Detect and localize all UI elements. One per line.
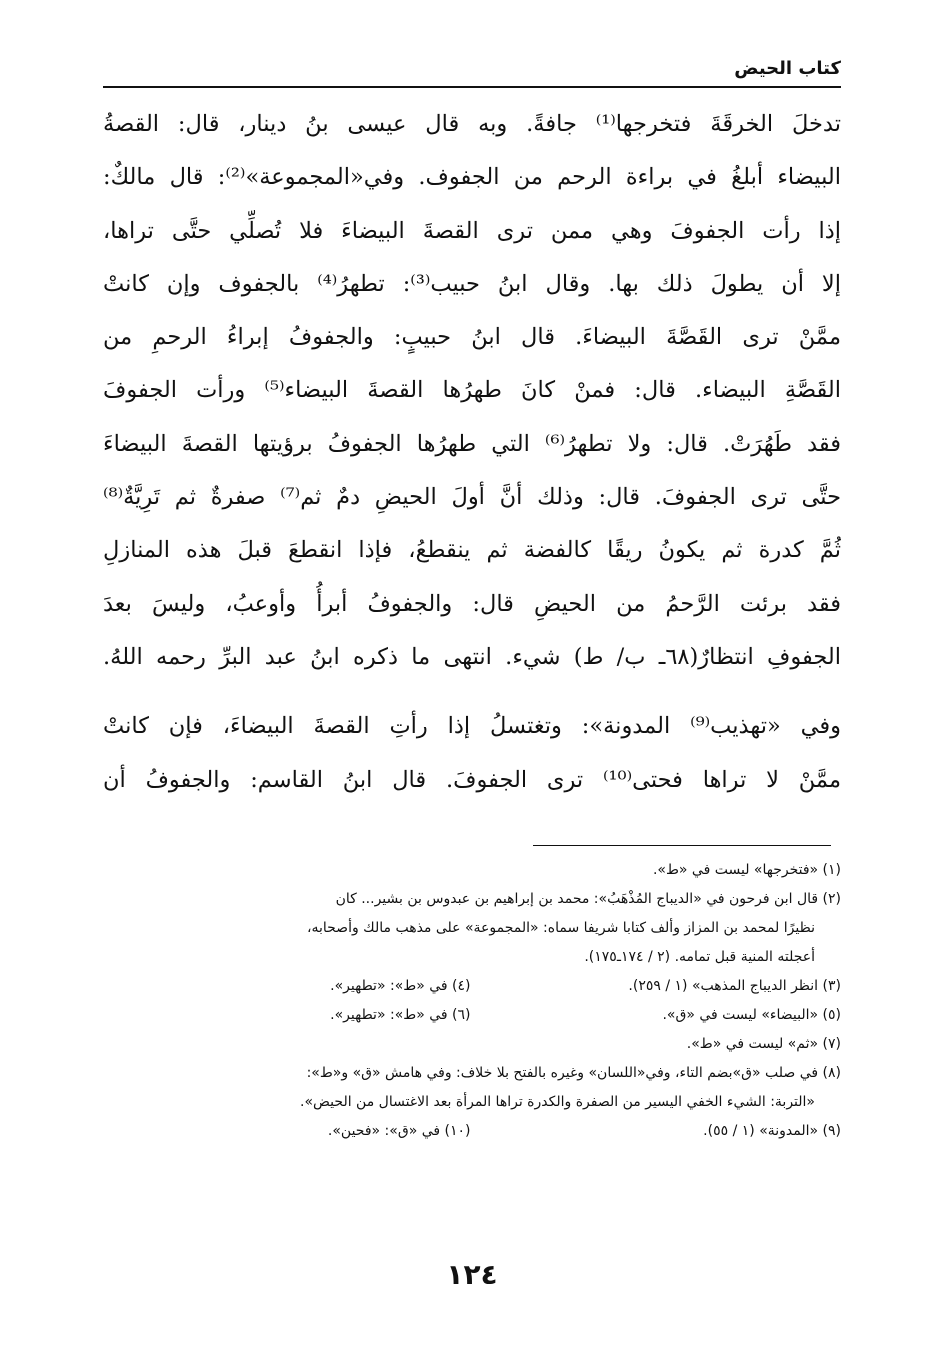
body-line: ممَّنْ لا تراها فحتى⁽¹⁰⁾ ترى الجفوفَ. قال ابنُ القاسم: والجفوفُ أن (103, 766, 841, 793)
body-line: ثُمَّ كدرة ثم يكونُ ريقًا كالفضة ثم ينقطعُ، فإذا انقطعَ قبلَ هذه المنازلِ (103, 537, 841, 564)
body-line: تدخلَ الخرقَةَ فتخرجها⁽¹⁾ جافةً. وبه قال عيسى بنُ دينار، قال: القصةُ (103, 111, 841, 137)
footnote-1: (١) «فتخرجها» ليست في «ط». (652, 862, 841, 878)
body-line: البيضاء أبلغُ في براءة الرحم من الجفوف. وفي«المجموعة»⁽²⁾: قال مالكٌ: (103, 164, 841, 191)
footnote-8-cont: «التربة: الشيء الخفي اليسير من الصفرة والكدرة تراها المرأة بعد الاغتسال من الحيض». (300, 1094, 815, 1110)
footnote-row (100, 1001, 841, 1030)
footnote-2-cont: أعجلته المنية قبل تمامه. (٢ / ١٧٤ـ١٧٥). (584, 949, 815, 965)
footnote-4: (٤) في «ط»: «تطهير». (330, 978, 471, 994)
footnote-8: (٨) في صلب «ق»بضم التاء، وفي«اللسان» وغيره بالفتح بلا خلاف: وفي هامش «ق» و«ط»: (306, 1065, 841, 1081)
body-line: إلا أن يطولَ ذلك بها. وقال ابنُ حبيب⁽³⁾: تطهرُ⁽⁴⁾ بالجفوف وإن كانتْ (103, 270, 841, 297)
body-line: حتَّى ترى الجفوفَ. قال: وذلك أنَّ أولَ الحيضِ دمٌ ثم⁽⁷⁾ صفرةٌ ثم تَرِيَّةٌ⁽⁸⁾ (103, 484, 841, 511)
footnote-7: (٧) «ثم» ليست في «ط». (686, 1036, 841, 1052)
body-line: الجفوفِ انتظارٌ(٦٨ـ ب/ ط) شيء. انتهى ما ذكره ابنُ عبد البرِّ رحمه اللهُ. (103, 643, 841, 670)
footnote-5: (٥) «البيضاء» ليست في «ق». (662, 1007, 841, 1023)
footnote-2-cont: نظيرًا لمحمد بن المزاز وألف كتابا شريفا سماه: «المجموعة» على مذهب مالك وأصحابه، (306, 920, 815, 936)
page-number: ١٢٤ (446, 1258, 498, 1291)
footnote-9: (٩) «المدونة» (١ / ٥٥). (703, 1123, 841, 1139)
body-line: ممَّنْ ترى القَصَّةَ البيضاءَ. قال ابنُ حبيبٍ: والجفوفُ إبراءُ الرحمِ من (103, 324, 841, 351)
running-title: كتاب الحيض (734, 58, 841, 79)
footnotes (100, 856, 841, 1146)
footnote-separator (533, 845, 831, 846)
paragraph-gap (103, 684, 841, 700)
footnote-10: (١٠) في «ق»: «فحين». (327, 1123, 471, 1139)
footnote-2: (٢) قال ابن فرحون في «الديباج المُذْهَبُ»: محمد بن إبراهيم بن عبدوس بن بشير... كان (335, 891, 841, 907)
body-line: القَصَّةِ البيضاء. قال: فمنْ كانَ طهرُها القصةَ البيضاء⁽⁵⁾ ورأت الجفوفَ (103, 377, 841, 404)
footnote-row (100, 1117, 841, 1146)
footnote-6: (٦) في «ط»: «تطهير». (330, 1007, 471, 1023)
header-rule (103, 86, 841, 88)
footnote-row (100, 972, 841, 1001)
body-line: إذا رأت الجفوفَ وهي ممن ترى القصةَ البيضاءَ فلا تُصلِّي حتَّى تراها، (103, 217, 841, 244)
footnote-3: (٣) انظر الديباج المذهب» (١ / ٢٥٩). (628, 978, 841, 994)
main-text (103, 98, 841, 807)
body-line: وفي «تهذيب⁽⁹⁾ المدونة»: وتغتسلُ إذا رأتِ القصةَ البيضاءَ، فإن كانتْ (103, 713, 841, 740)
body-line: فقد برئت الرَّحمُ من الحيضِ قال: والجفوفُ أبرأُ وأوعبُ، وليسَ بعدَ (103, 590, 841, 617)
body-line: فقد طَهُرَتْ. قال: ولا تطهرُ⁽⁶⁾ التي طهرُها الجفوفُ برؤيتها القصةَ البيضاءَ (103, 430, 841, 457)
